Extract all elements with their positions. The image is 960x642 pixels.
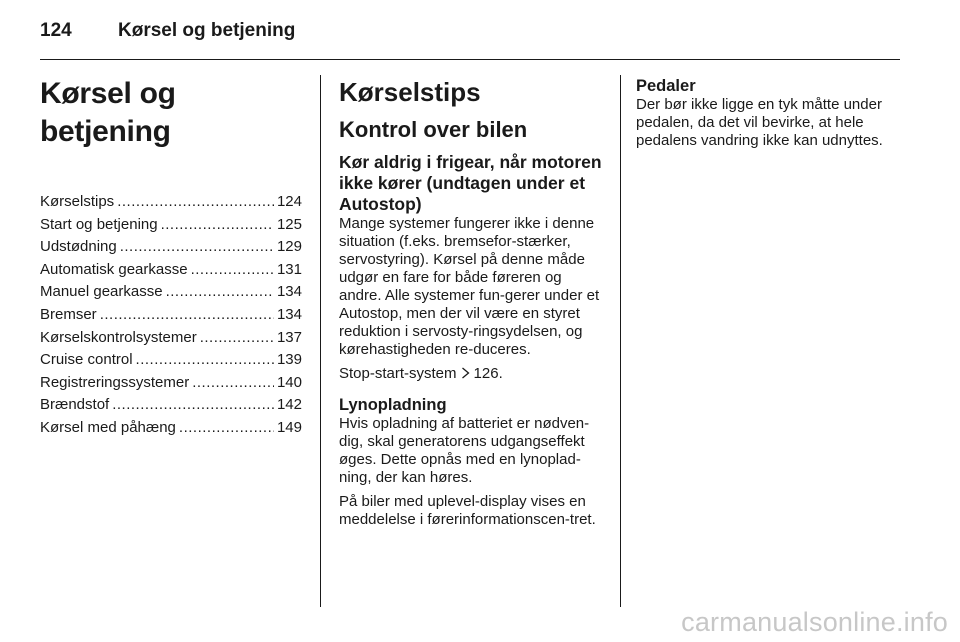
header-divider xyxy=(40,59,900,60)
cross-reference[interactable]: Stop-start-system 126. xyxy=(339,365,503,382)
toc-entry[interactable] xyxy=(40,281,302,304)
toc-entry-label: Brændstof xyxy=(40,396,110,414)
toc-entry[interactable] xyxy=(40,304,302,327)
quick-charge-text-1: Hvis opladning af batteriet er nødven-dig, skal generatorens udgangseffekt øges. Dette opnås med en lynoplad-ning, der kan høres. xyxy=(339,415,590,486)
toc-entry-page: 134 xyxy=(276,305,302,323)
toc-entry-page: 134 xyxy=(276,283,302,301)
toc-entry-label: Bremser xyxy=(40,305,97,323)
toc-dot-leader xyxy=(191,259,274,282)
quick-charge-heading: Lynopladning xyxy=(339,396,447,414)
toc-entry-page: 125 xyxy=(276,215,302,233)
section-title: Kørselstips xyxy=(339,77,481,107)
page-header xyxy=(40,20,295,46)
column-divider-left xyxy=(320,75,321,607)
running-header-title: Kørsel og betjening xyxy=(118,20,296,41)
toc-entry-label: Registreringssystemer xyxy=(40,373,190,391)
toc-entry[interactable] xyxy=(40,417,302,440)
toc-entry-label: Start og betjening xyxy=(40,215,158,233)
warning-text: Mange systemer fungerer ikke i denne situation (f.eks. bremsefor-stærker, servostyring). Kørsel på denne måde udgør en fare for både føreren og andre. Alle systemer fun-gerer under et Autostop, men der vil være en styret reduktion i servosty-ringsydelsen, og kørehastigheden re-duceres. xyxy=(339,215,600,358)
chapter-title: Kørsel og betjening xyxy=(40,77,176,148)
arrow-right-icon xyxy=(461,367,470,379)
toc-dot-leader xyxy=(117,191,274,214)
toc-entry-label: Kørselskontrolsystemer xyxy=(40,328,197,346)
watermark: carmanualsonline.info xyxy=(681,607,948,637)
toc-dot-leader xyxy=(192,372,274,395)
toc-entry-label: Cruise control xyxy=(40,351,133,369)
toc-dot-leader xyxy=(100,304,274,327)
cross-reference-page: 126 xyxy=(473,365,499,382)
toc-entry[interactable] xyxy=(40,214,302,237)
page-number: 124 xyxy=(40,20,72,41)
toc-entry-page: 124 xyxy=(276,193,302,210)
toc-dot-leader xyxy=(161,214,274,237)
quick-charge-text-2: På biler med uplevel-display vises en meddelelse i førerinformationscen-tret. xyxy=(339,493,596,528)
toc-entry-page: 131 xyxy=(276,260,302,278)
toc-entry-label: Manuel gearkasse xyxy=(40,283,163,301)
toc-entry-page: 139 xyxy=(276,351,302,369)
toc-entry-page: 137 xyxy=(276,328,302,346)
section-subtitle: Kontrol over bilen xyxy=(339,117,528,142)
toc-entry[interactable] xyxy=(40,349,302,372)
toc-entry-label: Automatisk gearkasse xyxy=(40,260,188,278)
toc-entry-page: 140 xyxy=(276,373,302,391)
toc-entry-label: Kørselstips xyxy=(40,193,115,210)
toc-dot-leader xyxy=(136,349,274,372)
toc-entry[interactable] xyxy=(40,327,302,350)
pedals-text: Der bør ikke ligge en tyk måtte under pedalen, da det vil bevirke, at hele pedalens vandring ikke kan udnyttes. xyxy=(636,96,883,149)
toc-dot-leader xyxy=(200,327,274,350)
table-of-contents xyxy=(40,191,302,440)
toc-entry[interactable] xyxy=(40,259,302,282)
toc-entry-page: 129 xyxy=(276,238,302,256)
toc-entry[interactable] xyxy=(40,191,302,214)
pedals-heading: Pedaler xyxy=(636,77,696,95)
cross-reference-label: Stop-start-system xyxy=(339,365,457,382)
toc-entry-page: 149 xyxy=(276,418,302,436)
pedals-column xyxy=(636,72,904,156)
toc-dot-leader xyxy=(179,417,274,440)
toc-entry[interactable] xyxy=(40,394,302,417)
toc-dot-leader xyxy=(120,236,274,259)
tips-column xyxy=(339,72,603,535)
toc-entry-page: 142 xyxy=(276,396,302,414)
column-divider-right xyxy=(620,75,621,607)
toc-entry-label: Udstødning xyxy=(40,238,117,256)
warning-heading: Kør aldrig i frigear, når motoren ikke kører (undtagen under et Autostop) xyxy=(339,152,602,214)
toc-dot-leader xyxy=(166,281,274,304)
toc-entry[interactable] xyxy=(40,236,302,259)
toc-entry[interactable] xyxy=(40,372,302,395)
toc-dot-leader xyxy=(112,394,274,417)
toc-entry-label: Kørsel med påhæng xyxy=(40,418,176,436)
chapter-column xyxy=(40,72,302,440)
